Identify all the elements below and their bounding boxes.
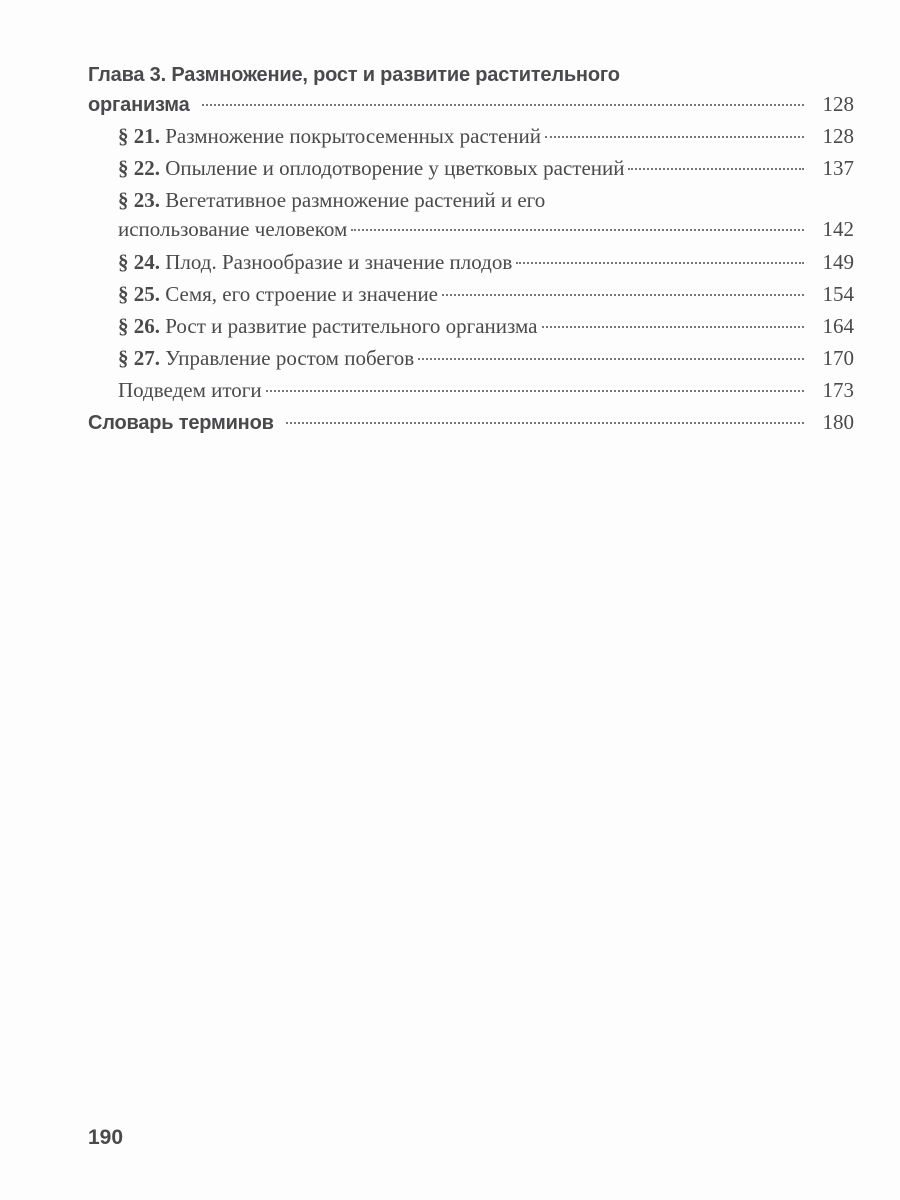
dot-leader	[202, 104, 804, 106]
section-title-line1: Вегетативное размножение растений и его	[165, 188, 546, 212]
page-ref: 180	[822, 410, 854, 434]
toc-entry-section-25[interactable]	[118, 278, 854, 310]
page-ref: 128	[822, 92, 854, 116]
page-ref: 149	[822, 250, 854, 274]
toc-entry-section-23[interactable]	[118, 213, 854, 245]
toc-entry-section-26[interactable]	[118, 310, 854, 342]
dot-leader	[286, 422, 804, 424]
section-number: § 25.	[118, 282, 160, 306]
toc-entry-section-21[interactable]	[118, 120, 854, 152]
dot-leader	[418, 358, 804, 360]
toc-entry-section-22[interactable]	[118, 152, 854, 184]
dot-leader	[351, 229, 804, 231]
page-ref: 128	[822, 124, 854, 148]
toc-entry-section-23-line1[interactable]	[118, 184, 545, 216]
summary-title: Подведем итоги	[118, 378, 262, 402]
toc-entry-section-24[interactable]	[118, 246, 854, 278]
toc-entry-glossary[interactable]	[88, 406, 854, 438]
section-title: Семя, его строение и значение	[165, 282, 439, 306]
page-ref: 170	[822, 346, 854, 370]
section-number: § 27.	[118, 346, 160, 370]
page-ref: 142	[822, 217, 854, 241]
section-title: Рост и развитие растительного организма	[165, 314, 538, 338]
dot-leader	[542, 326, 805, 328]
toc-entry-chapter-3[interactable]	[88, 88, 854, 120]
dot-leader	[442, 294, 804, 296]
page-ref: 173	[822, 378, 854, 402]
section-title: Управление ростом побегов	[165, 346, 415, 370]
dot-leader	[545, 136, 804, 138]
chapter-title-line1: Глава 3. Размножение, рост и развитие растительного	[88, 64, 620, 86]
chapter-title-line2: организма	[88, 94, 190, 116]
dot-leader	[516, 262, 804, 264]
toc-entry-summary[interactable]	[118, 374, 854, 406]
section-title: использование человеком	[118, 217, 348, 241]
dot-leader	[628, 168, 804, 170]
toc-entry-section-27[interactable]	[118, 342, 854, 374]
page-ref: 137	[822, 156, 854, 180]
section-number: § 24.	[118, 250, 160, 274]
page-ref: 164	[822, 314, 854, 338]
dot-leader	[266, 390, 804, 392]
section-number: § 22.	[118, 156, 160, 180]
page-number: 190	[88, 1126, 124, 1149]
page-ref: 154	[822, 282, 854, 306]
glossary-title: Словарь терминов	[88, 412, 274, 434]
section-title: Размножение покрытосеменных растений	[165, 124, 542, 148]
section-title: Опыление и оплодотворение у цветковых растений	[165, 156, 625, 180]
section-number: § 23.	[118, 188, 160, 212]
section-title: Плод. Разнообразие и значение плодов	[165, 250, 513, 274]
section-number: § 21.	[118, 124, 160, 148]
section-number: § 26.	[118, 314, 160, 338]
